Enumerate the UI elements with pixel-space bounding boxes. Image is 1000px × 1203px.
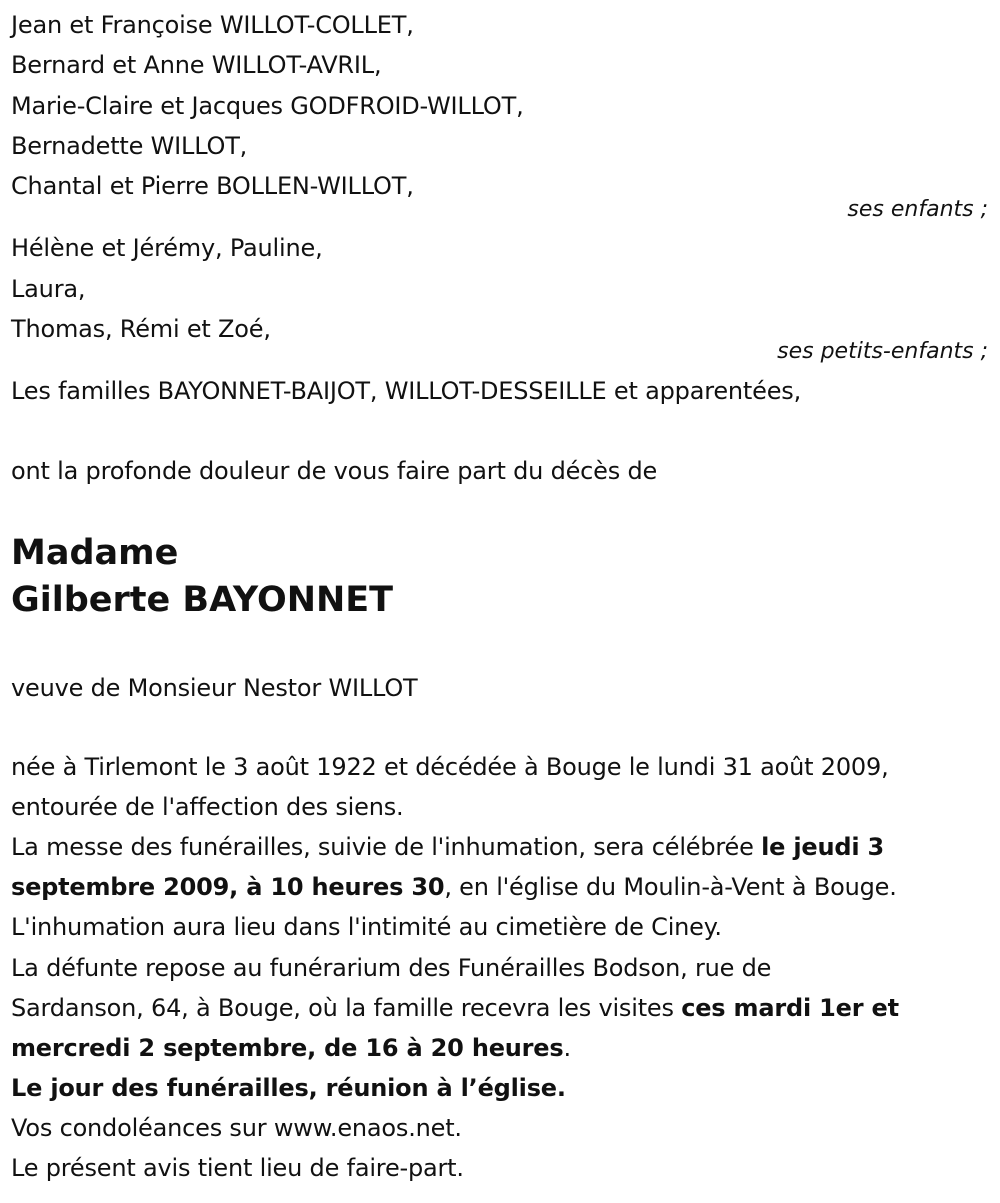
deceased-name: Gilberte BAYONNET <box>11 580 394 620</box>
children-role: ses enfants ; <box>847 197 988 222</box>
mass-line-1-text: La messe des funérailles, suivie de l'inhumation, sera célébrée <box>11 833 762 861</box>
visits-dates-end: mercredi 2 septembre, de 16 à 20 heures <box>11 1034 564 1062</box>
rest-line-2-text: Sardanson, 64, à Bouge, où la famille recevra les visites <box>11 994 682 1022</box>
child-line-5: Chantal et Pierre BOLLEN-WILLOT, <box>11 172 414 200</box>
mass-line-2-text: , en l'église du Moulin-à-Vent à Bouge. <box>444 873 897 901</box>
mass-line-1 <box>11 832 884 862</box>
grandchild-line-3: Thomas, Rémi et Zoé, <box>11 315 271 343</box>
burial: L'inhumation aura lieu dans l'intimité au cimetière de Ciney. <box>11 913 722 941</box>
child-line-4: Bernadette WILLOT, <box>11 132 248 160</box>
rest-line-1: La défunte repose au funérarium des Funérailles Bodson, rue de <box>11 954 772 982</box>
other-families: Les familles BAYONNET-BAIJOT, WILLOT-DESSEILLE et apparentées, <box>11 377 801 405</box>
meeting-note: Le jour des funérailles, réunion à l’église. <box>11 1074 566 1102</box>
widow-of: veuve de Monsieur Nestor WILLOT <box>11 674 418 702</box>
condolences: Vos condoléances sur www.enaos.net. <box>11 1114 462 1142</box>
child-line-3: Marie-Claire et Jacques GODFROID-WILLOT, <box>11 92 524 120</box>
rest-line-2 <box>11 993 899 1023</box>
birth-death: née à Tirlemont le 3 août 1922 et décédée à Bouge le lundi 31 août 2009, <box>11 753 889 781</box>
deceased-title: Madame <box>11 533 179 573</box>
mass-line-2 <box>11 872 897 902</box>
rest-line-3-text: . <box>563 1034 571 1062</box>
child-line-1: Jean et Françoise WILLOT-COLLET, <box>11 11 414 39</box>
grandchildren-role: ses petits-enfants ; <box>777 339 988 364</box>
child-line-2: Bernard et Anne WILLOT-AVRIL, <box>11 51 382 79</box>
surrounded: entourée de l'affection des siens. <box>11 793 404 821</box>
mass-date-end: septembre 2009, à 10 heures 30 <box>11 873 445 901</box>
mass-date-start: le jeudi 3 <box>761 833 885 861</box>
announcement: ont la profonde douleur de vous faire part du décès de <box>11 457 658 485</box>
notice: Le présent avis tient lieu de faire-part. <box>11 1154 464 1182</box>
visits-dates-start: ces mardi 1er et <box>681 994 899 1022</box>
rest-line-3 <box>11 1033 571 1063</box>
grandchild-line-2: Laura, <box>11 275 86 303</box>
grandchild-line-1: Hélène et Jérémy, Pauline, <box>11 234 323 262</box>
